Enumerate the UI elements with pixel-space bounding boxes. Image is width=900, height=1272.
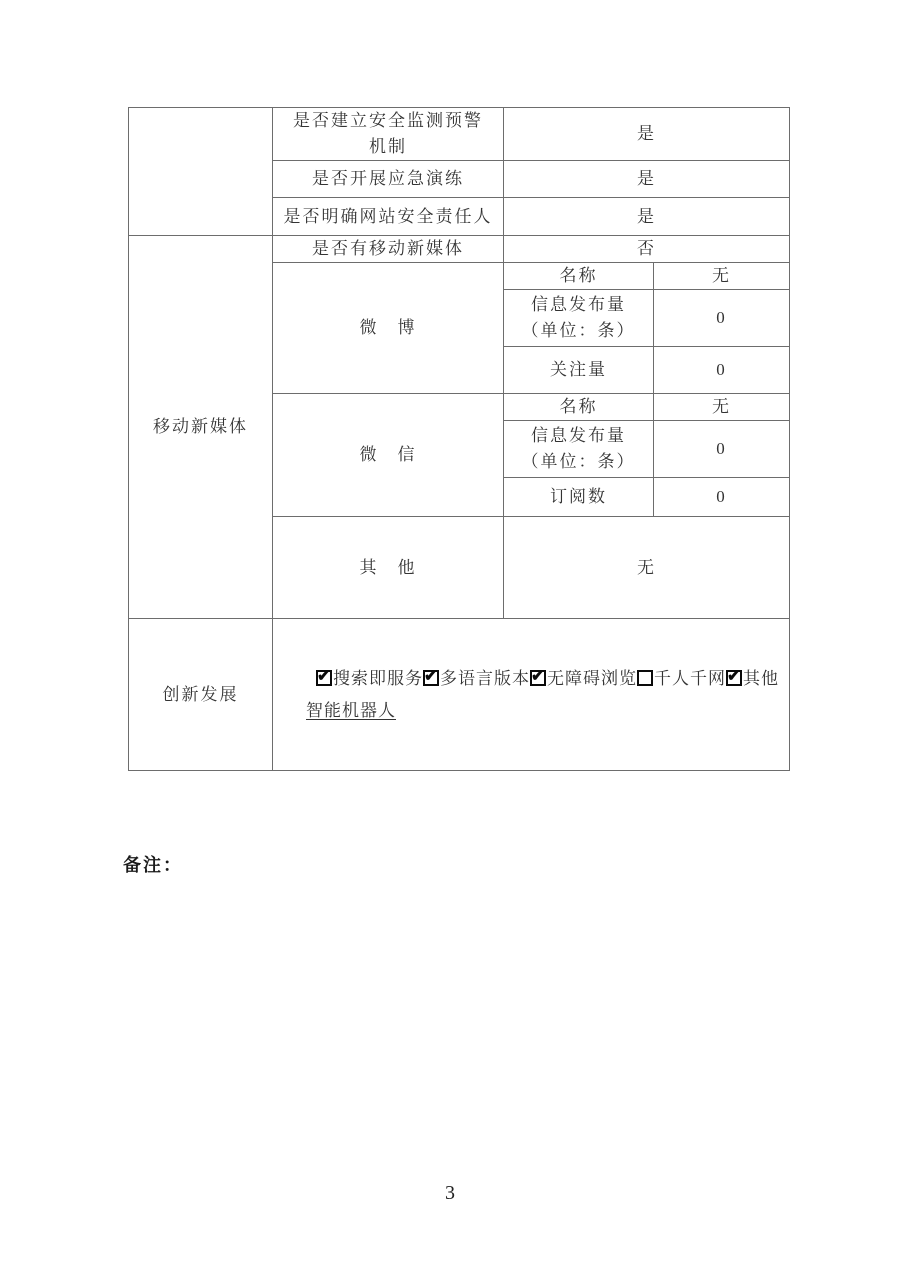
wechat-name-value-cell: 无 [654,394,790,421]
innovation-option [530,669,637,688]
security-monitoring-label: 是否建立安全监测预警机制 [293,111,483,156]
emergency-drill-label-cell: 是否开展应急演练 [273,161,504,198]
annual-report-table [128,107,790,771]
innovation-section-header: 创新发展 [129,619,273,771]
weibo-posts-unit: （单位：条） [521,321,636,340]
weibo-header-cell: 微 博 [273,263,504,394]
table-row [129,108,790,161]
checkbox-checked-icon [530,670,546,686]
page-number: 3 [445,1182,455,1204]
wechat-posts-label-cell [504,421,654,478]
wechat-name-label-cell: 名称 [504,394,654,421]
innovation-option [726,669,779,688]
weibo-name-value-cell: 无 [654,263,790,290]
innovation-option-label: 搜索即服务 [333,668,423,688]
innovation-option-label: 其他 [743,668,779,688]
security-officer-label-cell: 是否明确网站安全责任人 [273,198,504,236]
innovation-other-text: 智能机器人 [306,700,396,720]
checkbox-checked-icon [726,670,742,686]
wechat-subscribers-value-cell: 0 [654,478,790,517]
security-monitoring-label-cell [273,108,504,161]
checkbox-unchecked-icon [637,670,653,686]
emergency-drill-value-cell: 是 [504,161,790,198]
weibo-posts-label: 信息发布量 [531,295,626,314]
has-mobile-media-label-cell: 是否有移动新媒体 [273,236,504,263]
has-mobile-media-value-cell: 否 [504,236,790,263]
innovation-options-line [306,666,789,692]
weibo-name-label-cell: 名称 [504,263,654,290]
innovation-option-label: 多语言版本 [440,668,530,688]
other-media-value-cell: 无 [504,517,790,619]
weibo-followers-value-cell: 0 [654,347,790,394]
innovation-option [423,669,530,688]
checkbox-checked-icon [423,670,439,686]
weibo-followers-label-cell: 关注量 [504,347,654,394]
table-row [129,236,790,263]
wechat-subscribers-label-cell: 订阅数 [504,478,654,517]
innovation-option [637,669,726,688]
innovation-option-label: 千人千网 [654,668,726,688]
table-row [129,619,790,771]
weibo-posts-value-cell: 0 [654,290,790,347]
security-officer-value-cell: 是 [504,198,790,236]
innovation-option-label: 无障碍浏览 [547,668,637,688]
section-header-empty-cell [129,108,273,236]
notes-label: 备注： [123,855,183,875]
innovation-option [316,669,423,688]
wechat-posts-label: 信息发布量 [531,426,626,445]
wechat-posts-unit: （单位：条） [521,452,636,471]
checkbox-checked-icon [316,670,332,686]
wechat-posts-value-cell: 0 [654,421,790,478]
innovation-content [273,666,789,724]
other-media-label-cell: 其 他 [273,517,504,619]
weibo-posts-label-cell [504,290,654,347]
wechat-header-cell: 微 信 [273,394,504,517]
mobile-media-section-header: 移动新媒体 [129,236,273,619]
security-monitoring-value-cell: 是 [504,108,790,161]
innovation-content-cell [273,619,790,771]
